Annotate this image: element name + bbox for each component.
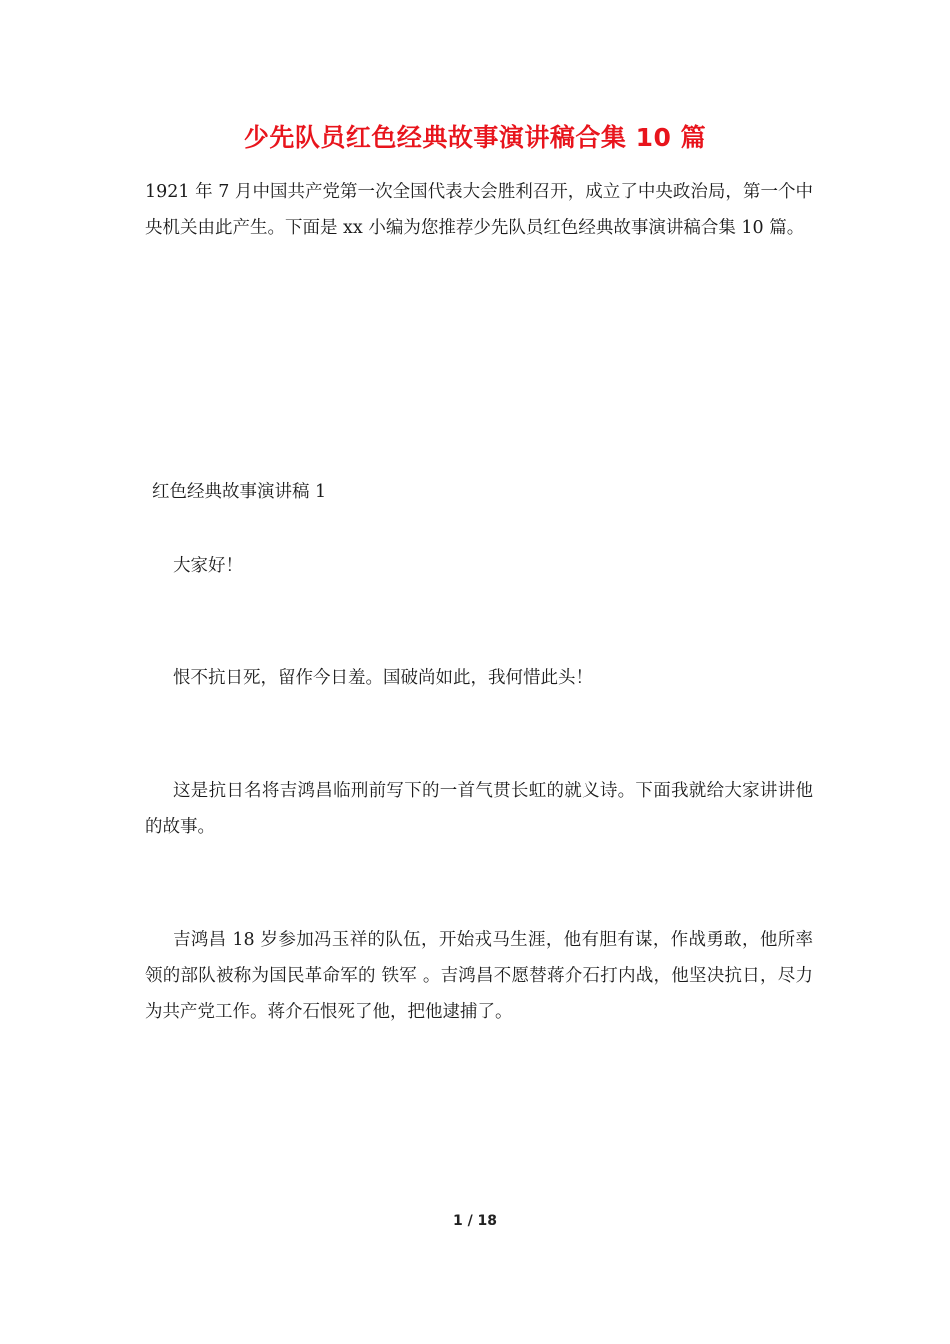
body-paragraph: 吉鸿昌 18 岁参加冯玉祥的队伍，开始戎马生涯，他有胆有谋，作战勇敢，他所率领的部队被称为国民革命军的 铁军 。吉鸿昌不愿替蒋介石打内战，他坚决抗日，尽力为共产党工作。蒋介石恨死了他，把他逮捕了。	[145, 930, 813, 1022]
greeting-paragraph: 大家好！	[173, 556, 243, 576]
section-heading: 红色经典故事演讲稿 1	[152, 482, 327, 502]
body-paragraph: 这是抗日名将吉鸿昌临刑前写下的一首气贯长虹的就义诗。下面我就给大家讲讲他的故事。	[145, 781, 813, 837]
intro-paragraph: 1921 年 7 月中国共产党第一次全国代表大会胜利召开，成立了中央政治局，第一个中央机关由此产生。下面是 xx 小编为您推荐少先队员红色经典故事演讲稿合集 10 篇。	[145, 182, 813, 238]
body-paragraph: 恨不抗日死，留作今日羞。国破尚如此，我何惜此头！	[173, 668, 593, 688]
page-number: 1 / 18	[452, 1213, 498, 1229]
document-title: 少先队员红色经典故事演讲稿合集 10 篇	[243, 123, 707, 152]
